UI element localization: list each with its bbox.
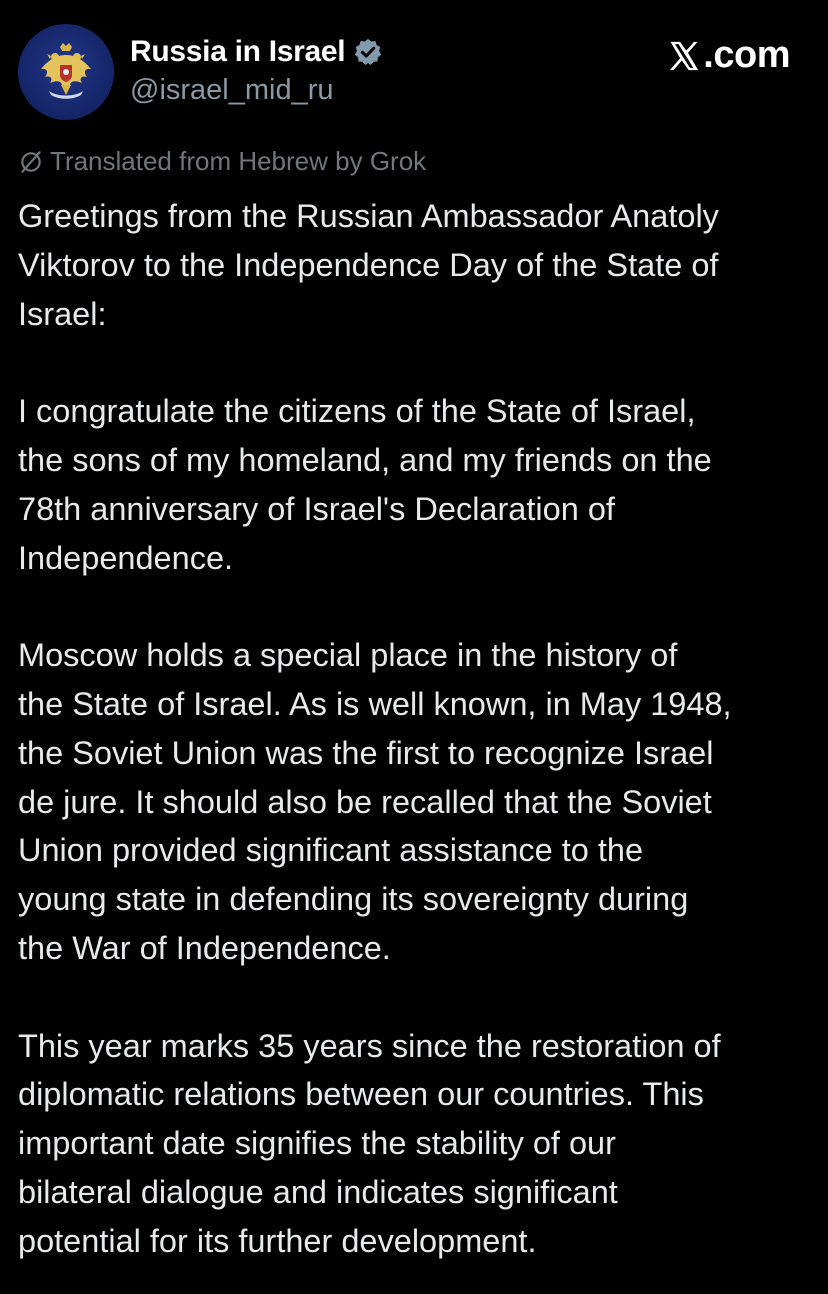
display-name-row <box>130 32 383 72</box>
display-name[interactable]: Russia in Israel <box>130 35 346 68</box>
avatar[interactable] <box>18 24 114 120</box>
verified-badge-icon[interactable] <box>353 37 383 67</box>
account-names <box>130 32 383 107</box>
post-paragraph: Moscow holds a special place in the history of the State of Israel. As is well known, in May 1948, the Soviet Union was the first to recognize Israel de jure. It should also be recalled that the Soviet Union provided significant assistance to the young state in defending its sovereignty during the War of Independence. <box>18 637 732 966</box>
post-header <box>18 22 810 122</box>
post-paragraph: I congratulate the citizens of the State of Israel, the sons of my homeland, and my friends on the 78th anniversary of Israel's Declaration of Independence. <box>18 393 712 576</box>
post-paragraph: Greetings from the Russian Ambassador Anatoly Viktorov to the Independence Day of the State of Israel: <box>18 198 719 332</box>
post-body <box>18 192 818 1294</box>
translation-notice[interactable] <box>18 146 426 177</box>
post-paragraph: This year marks 35 years since the restoration of diplomatic relations between our countries. This important date signifies the stability of our bilateral dialogue and indicates significant potential for its further development. <box>18 1027 721 1259</box>
account-handle[interactable]: @israel_mid_ru <box>130 74 334 106</box>
x-brand <box>667 34 790 77</box>
brand-domain: .com <box>703 34 790 76</box>
translation-label: Translated from Hebrew by Grok <box>50 146 427 176</box>
grok-icon <box>18 149 44 175</box>
double-headed-eagle-emblem-icon <box>33 39 99 105</box>
x-logo-icon <box>667 39 701 73</box>
